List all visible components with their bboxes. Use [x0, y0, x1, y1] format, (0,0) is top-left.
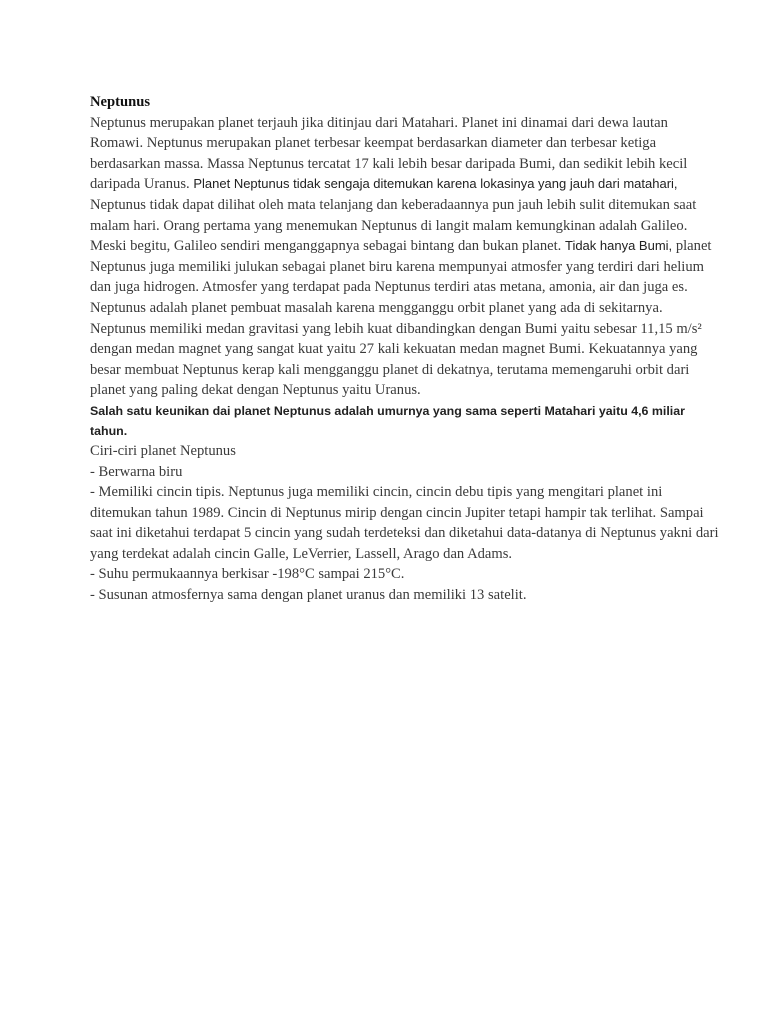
intro-paragraph	[90, 113, 720, 298]
list-item: - Suhu permukaannya berkisar -198°C sampai 215°C.	[90, 566, 405, 583]
list-item: - Berwarna biru	[90, 463, 183, 480]
intro-sans-text: Planet Neptunus tidak sengaja ditemukan karena lokasinya yang jauh dari matahari,	[193, 176, 678, 192]
intro-sans-phrase: Tidak hanya Bumi,	[564, 238, 673, 254]
characteristics-heading: Ciri-ciri planet Neptunus	[90, 442, 236, 459]
gravity-paragraph: Neptunus adalah planet pembuat masalah karena mengganggu orbit planet yang ada di sekitarnya. Neptunus memiliki medan gravitasi yang lebih kuat dibandingkan dengan Bumi yaitu sebesar 11,15 m/s² dengan medan magnet yang sangat kuat yaitu 27 kali kekuatan medan magnet Bumi. Kekuatannya yang besar membuat Neptunus kerap kali mengganggu planet di dekatnya, terutama memengaruhi orbit dari planet yang paling dekat dengan Neptunus yaitu Uranus.	[90, 299, 702, 399]
document-title: Neptunus	[90, 94, 151, 110]
age-paragraph: Salah satu keunikan dai planet Neptunus adalah umurnya yang sama seperti Matahari yaitu 4,6 miliar tahun.	[90, 403, 685, 438]
intro-text-2: Neptunus tidak dapat dilihat oleh mata telanjang dan keberadaannya pun jauh lebih sulit ditemukan saat malam hari. Orang pertama yang menemukan Neptunus di langit malam kemungkinan adalah Galileo. Meski begitu, Galileo sendiri menganggapnya sebagai bintang dan bukan planet.	[90, 196, 697, 255]
document-page	[90, 92, 720, 606]
intro-text-1: Neptunus merupakan planet terjauh jika ditinjau dari Matahari. Planet ini dinamai dari dewa lautan Romawi. Neptunus merupakan planet terbesar keempat berdasarkan diameter dan terbesar ketiga berdasarkan massa. Massa Neptunus tercatat 17 kali lebih besar daripada Bumi, dan sedikit lebih kecil daripada Uranus.	[90, 114, 688, 193]
list-item: - Memiliki cincin tipis. Neptunus juga memiliki cincin, cincin debu tipis yang mengitari planet ini ditemukan tahun 1989. Cincin di Neptunus mirip dengan cincin Jupiter tetapi hampir tak terlihat. Sampai saat ini diketahui terdapat 5 cincin yang sudah terdeteksi dan diketahui data-datanya di Neptunus yakni dari yang terdekat adalah cincin Galle, LeVerrier, Lassell, Arago dan Adams.	[90, 484, 719, 562]
intro-text-3: planet Neptunus juga memiliki julukan sebagai planet biru karena mempunyai atmosfer yang terdiri dari helium dan juga hidrogen. Atmosfer yang terdapat pada Neptunus terdiri atas metana, amonia, air dan juga es.	[90, 238, 712, 296]
list-item: - Susunan atmosfernya sama dengan planet uranus dan memiliki 13 satelit.	[90, 587, 527, 604]
